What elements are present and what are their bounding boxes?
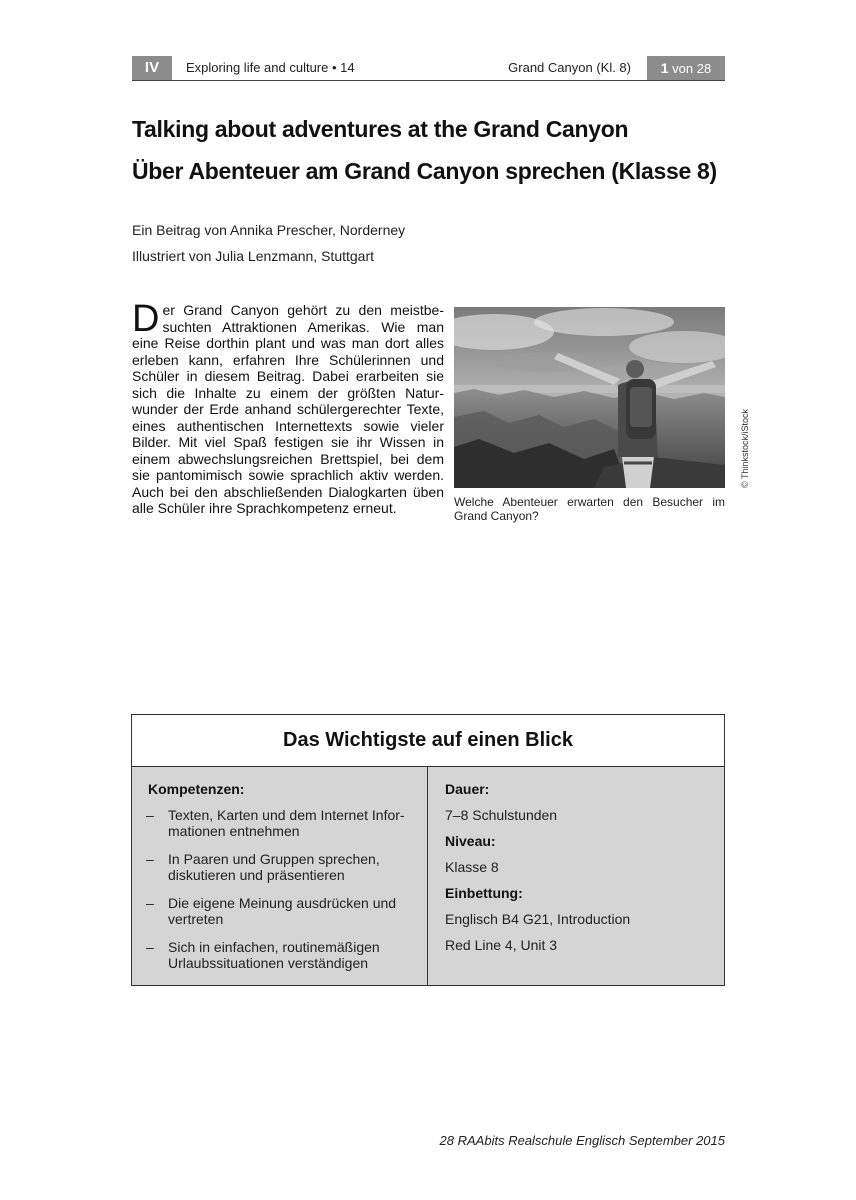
drop-cap: D: [132, 298, 160, 340]
competencies-label: Kompetenzen:: [148, 781, 245, 797]
summary-heading: Das Wichtigste auf einen Blick: [132, 715, 724, 767]
unit-badge: IV: [132, 56, 172, 80]
embedding-value-2: Red Line 4, Unit 3: [445, 937, 558, 953]
level-label: Niveau:: [445, 833, 496, 849]
competencies-list: [146, 807, 416, 983]
hiker-canyon-illustration: [454, 307, 725, 488]
list-item: – Texten, Karten und dem Internet Informationen entnehmen: [146, 807, 405, 839]
topic-label: Grand Canyon (Kl. 8): [508, 60, 631, 75]
page-footer: 28 RAAbits Realschule Englisch September 2015: [439, 1133, 725, 1148]
title-german: Über Abenteuer am Grand Canyon sprechen (Klasse 8): [132, 158, 717, 184]
page-counter: [647, 56, 725, 80]
grand-canyon-photo: [454, 307, 725, 488]
list-item: – In Paaren und Gruppen sprechen, diskutieren und präsentieren: [146, 851, 380, 883]
intro-text: er Grand Canyon gehört zu den meistbesuchten Attraktionen Amerikas. Wie man eine Reise dorthin plant und was man dort alles erleben kann, erfahren Ihre Schülerinnen und Schüler in diesem Beitrag. Dabei erarbeiten sie sich die Inhalte zu einem der größten Naturwunder der Erde anhand schülergerechter Texte, eines authentischen Internettexts sowie vieler Bilder. Mit viel Spaß festigen sie ihr Wissen in einem abwechslungsreichen Brettspiel, bei dem sie pantomimisch sowie sprachlich aktiv werden. Auch bei den abschließenden Dialogkarten üben alle Schüler ihre Sprachkompetenz erneut.: [132, 302, 444, 516]
byline-illustrator: Illustriert von Julia Lenzmann, Stuttgart: [132, 248, 375, 264]
embedding-label: Einbettung:: [445, 885, 523, 901]
photo-caption: Welche Abenteuer erwarten den Besucher im Grand Canyon?: [454, 495, 725, 523]
page-current: 1: [660, 60, 669, 76]
competency-text: Die eigene Meinung ausdrücken und vertreten: [168, 895, 397, 927]
details-column: [429, 767, 724, 985]
duration-value: 7–8 Schulstunden: [445, 807, 558, 823]
photo-credit: © Thinkstock/iStock: [740, 409, 750, 488]
list-item: – Sich in einfachen, routinemäßigen Urlaubssituationen verständigen: [146, 939, 380, 971]
intro-paragraph: [132, 298, 444, 517]
competencies-column: [132, 767, 428, 985]
summary-body: [132, 767, 724, 985]
competency-text: Texten, Karten und dem Internet Informationen entnehmen: [168, 807, 405, 839]
competency-text: Sich in einfachen, routinemäßigen Urlaubssituationen verständigen: [168, 939, 380, 971]
summary-box: [131, 714, 725, 986]
byline-author: Ein Beitrag von Annika Prescher, Norderney: [132, 222, 406, 238]
page-total: von 28: [668, 61, 712, 76]
duration-label: Dauer:: [445, 781, 490, 797]
page-header: [132, 56, 725, 81]
title-english: Talking about adventures at the Grand Canyon: [132, 116, 629, 142]
competency-text: In Paaren und Gruppen sprechen, diskutieren und präsentieren: [168, 851, 380, 883]
list-item: – Die eigene Meinung ausdrücken und vertreten: [146, 895, 397, 927]
level-value: Klasse 8: [445, 859, 499, 875]
series-label: Exploring life and culture • 14: [186, 60, 355, 75]
embedding-value-1: Englisch B4 G21, Introduction: [445, 911, 631, 927]
